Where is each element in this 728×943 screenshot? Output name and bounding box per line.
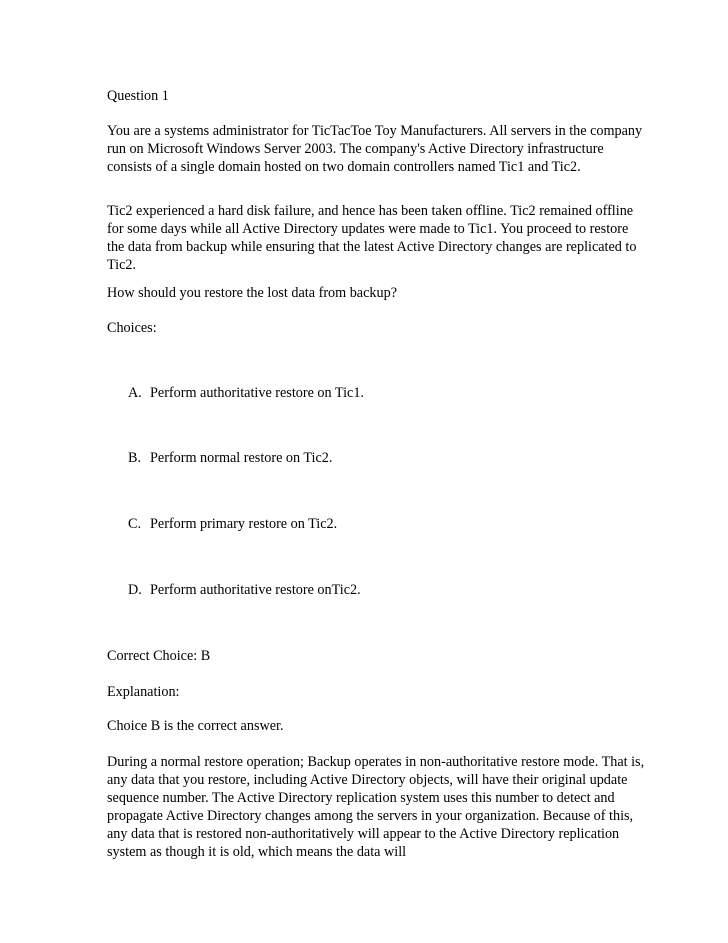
choices-label: Choices: (107, 320, 157, 336)
choice-c-letter: C. (128, 516, 142, 532)
explanation-summary: Choice B is the correct answer. (107, 718, 284, 734)
correct-choice: Correct Choice: B (107, 648, 211, 664)
choice-a-text: Perform authoritative restore on Tic1. (150, 385, 364, 401)
choice-b-text: Perform normal restore on Tic2. (150, 450, 333, 466)
choice-b (128, 449, 332, 467)
choice-d-letter: D. (128, 582, 142, 598)
question-prompt: How should you restore the lost data from backup? (107, 285, 397, 301)
question-heading: Question 1 (107, 88, 169, 104)
choice-c-text: Perform primary restore on Tic2. (150, 516, 338, 532)
question-paragraph-1: You are a systems administrator for TicTacToe Toy Manufacturers. All servers in the company run on Microsoft Windows Server 2003. The company's Active Directory infrastructure consists of a single domain hosted on two domain controllers named Tic1 and Tic2. (107, 123, 643, 175)
choice-d-text: Perform authoritative restore onTic2. (150, 582, 361, 598)
explanation-detail: During a normal restore operation; Backup operates in non-authoritative restore mode. That is, any data that you restore, including Active Directory objects, will have their original update sequence number. The Active Directory replication system uses this number to detect and propagate Active Directory changes among the servers in your organization. Because of this, any data that is restored non-authoritatively will appear to the Active Directory replication system as though it is old, which means the data will (107, 754, 645, 860)
explanation-label: Explanation: (107, 684, 180, 700)
choice-b-letter: B. (128, 450, 142, 466)
choice-a (128, 384, 364, 402)
choice-d (128, 581, 361, 599)
question-paragraph-2: Tic2 experienced a hard disk failure, and hence has been taken offline. Tic2 remained offline for some days while all Active Directory updates were made to Tic1. You proceed to restore the data from backup while ensuring that the latest Active Directory changes are replicated to Tic2. (107, 203, 637, 273)
choice-c (128, 515, 337, 533)
choice-a-letter: A. (128, 385, 142, 401)
